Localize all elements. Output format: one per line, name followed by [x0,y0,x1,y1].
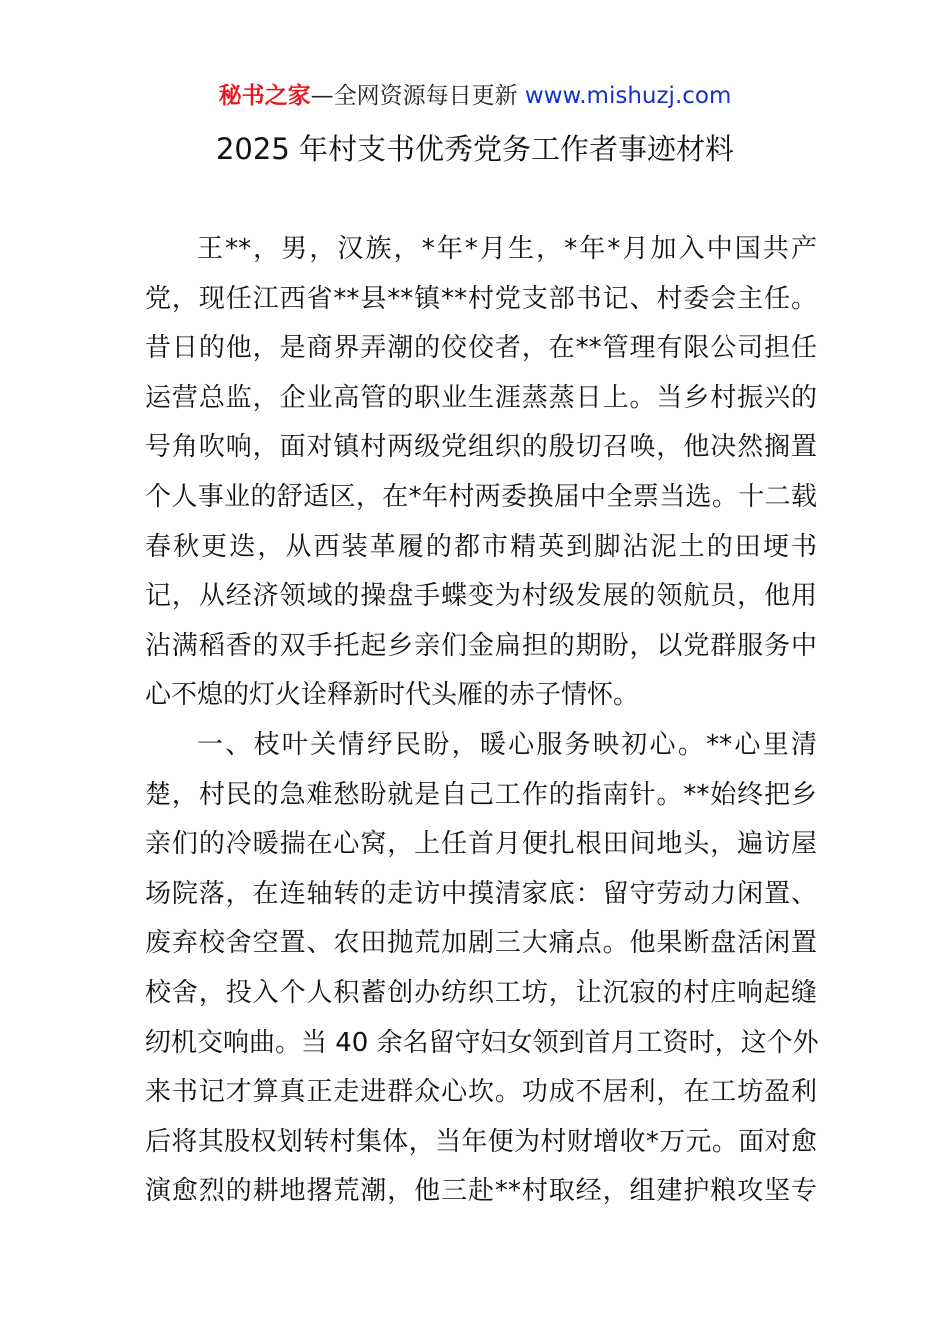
header-tagline: —全网资源每日更新 [310,83,518,109]
text-line: 场院落，在连轴转的走访中摸清家底：留守劳动力闲置、 [145,878,817,909]
text-line: 记，从经济领域的操盘手蝶变为村级发展的领航员，他用 [145,581,817,612]
text-line: 党，现任江西省**县**镇**村党支部书记、村委会主任。 [145,283,817,314]
document-body [145,225,817,1217]
document-title: 2025 年村支书优秀党务工作者事迹材料 [215,132,735,166]
text-line: 废弃校舍空置、农田抛荒加剧三大痛点。他果断盘活闲置 [145,928,817,959]
site-header [0,80,950,112]
text-line: 昔日的他，是商界弄潮的佼佼者，在**管理有限公司担任 [145,333,817,364]
text-line: 个人事业的舒适区，在*年村两委换届中全票当选。十二载 [145,481,817,512]
text-line: 沾满稻香的双手托起乡亲们金扁担的期盼，以党群服务中 [145,630,817,661]
text-line: 王**，男，汉族，*年*月生，*年*月加入中国共产 [197,234,817,264]
text-line: 心不熄的灯火诠释新时代头雁的赤子情怀。 [145,680,640,711]
text-line: 纫机交响曲。当 40 余名留守妇女领到首月工资时，这个外 [145,1027,819,1058]
text-line: 春秋更迭，从西装革履的都市精英到脚沾泥土的田埂书 [145,531,817,562]
text-line: 号角吹响，面对镇村两级党组织的殷切召唤，他决然搁置 [145,432,817,463]
brand-name: 秘书之家 [218,83,311,109]
site-url[interactable]: www.mishuzj.com [524,83,732,109]
paragraph-2 [145,721,817,1217]
text-line: 一、枝叶关情纾民盼，暖心服务映初心。**心里清 [197,729,817,760]
text-line: 演愈烈的耕地撂荒潮，他三赴**村取经，组建护粮攻坚专 [145,1176,817,1207]
text-line: 楚，村民的急难愁盼就是自己工作的指南针。**始终把乡 [145,779,817,810]
text-line: 校舍，投入个人积蓄创办纺织工坊，让沉寂的村庄响起缝 [145,977,817,1008]
text-line: 亲们的冷暖揣在心窝，上任首月便扎根田间地头，遍访屋 [145,829,817,860]
text-line: 来书记才算真正走进群众心坎。功成不居利，在工坊盈利 [145,1077,817,1108]
text-line: 后将其股权划转村集体，当年便为村财增收*万元。面对愈 [145,1126,817,1157]
text-line: 运营总监，企业高管的职业生涯蒸蒸日上。当乡村振兴的 [145,382,817,413]
paragraph-1 [145,225,817,721]
